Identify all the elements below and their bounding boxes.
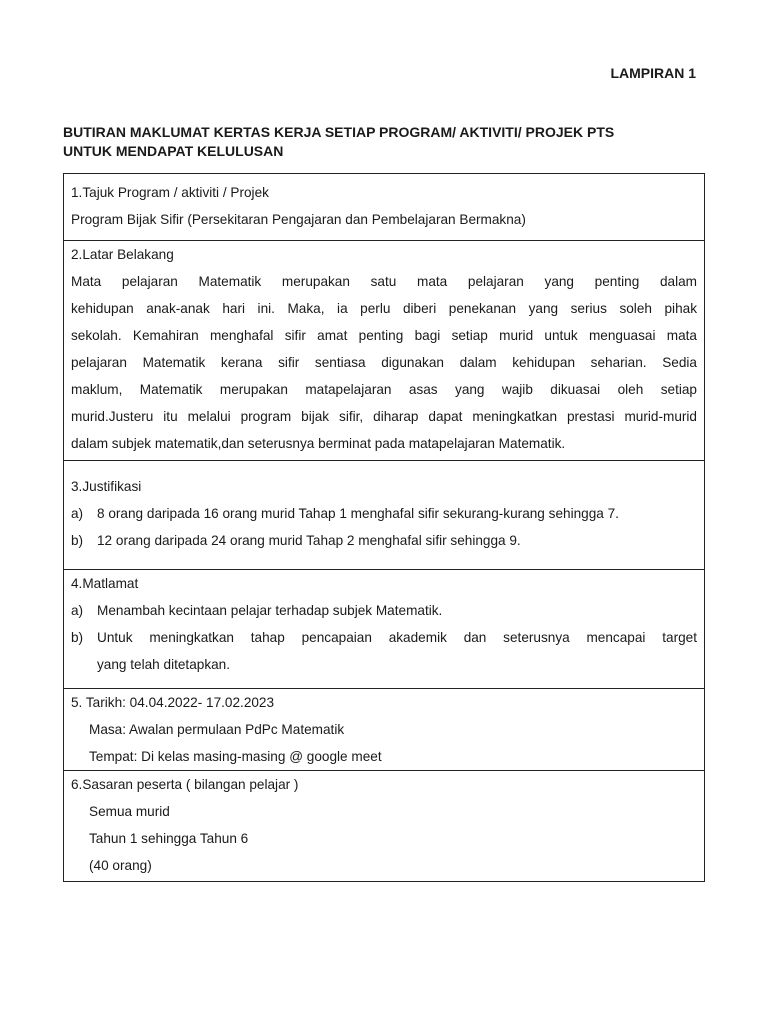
section-latar-row [64, 241, 705, 461]
section-tajuk-content: Program Bijak Sifir (Persekitaran Pengajaran dan Pembelajaran Bermakna) [71, 212, 526, 227]
section-matlamat-row [64, 570, 705, 689]
latar-line-6: murid.Justeru itu melalui program bijak sifir, diharap dapat meningkatkan prestasi murid-murid [71, 409, 697, 424]
matlamat-b-line-2: yang telah ditetapkan. [97, 657, 231, 672]
latar-line-1: Mata pelajaran Matematik merupakan satu mata pelajaran yang penting dalam [71, 274, 697, 289]
section-matlamat-title: 4.Matlamat [71, 576, 139, 591]
latar-line-5: maklum, Matematik merupakan matapelajaran asas yang wajib dikuasai oleh setiap [71, 382, 697, 397]
heading-line-2: UNTUK MENDAPAT KELULUSAN [63, 143, 284, 159]
section-justifikasi-title: 3.Justifikasi [71, 479, 142, 494]
lampiran-label: LAMPIRAN 1 [610, 65, 696, 81]
section-tajuk-row [64, 174, 705, 241]
list-text [97, 624, 697, 678]
justifikasi-item-b [71, 527, 697, 554]
list-marker: b) [71, 533, 84, 548]
sasaran-line-1: Semua murid [89, 804, 170, 819]
section-tarikh-title: 5. Tarikh: 04.04.2022- 17.02.2023 [71, 695, 275, 710]
tarikh-masa: Masa: Awalan permulaan PdPc Matematik [89, 722, 345, 737]
list-marker: b) [71, 630, 84, 645]
justifikasi-item-a [71, 500, 697, 527]
section-matlamat-cell [64, 570, 705, 689]
section-tajuk-cell [64, 174, 705, 241]
matlamat-item-b [71, 624, 697, 678]
section-justifikasi-row [64, 461, 705, 570]
list-marker: a) [71, 506, 84, 521]
sasaran-line-2: Tahun 1 sehingga Tahun 6 [89, 831, 249, 846]
list-text: 12 orang daripada 24 orang murid Tahap 2 menghafal sifir sehingga 9. [97, 533, 521, 548]
latar-line-3: sekolah. Kemahiran menghafal sifir amat penting bagi setiap murid untuk menguasai mata [71, 328, 697, 343]
latar-line-4: pelajaran Matematik kerana sifir sentiasa digunakan dalam kehidupan seharian. Sedia [71, 355, 697, 370]
form-table [63, 173, 705, 882]
section-latar-title: 2.Latar Belakang [71, 247, 174, 262]
section-sasaran-cell [64, 771, 705, 882]
list-marker: a) [71, 603, 84, 618]
section-justifikasi-cell [64, 461, 705, 570]
section-tarikh-row [64, 689, 705, 771]
section-tarikh-cell [64, 689, 705, 771]
heading-line-1: BUTIRAN MAKLUMAT KERTAS KERJA SETIAP PROGRAM/ AKTIVITI/ PROJEK PTS [63, 124, 615, 140]
section-sasaran-title: 6.Sasaran peserta ( bilangan pelajar ) [71, 777, 299, 792]
section-latar-cell [64, 241, 705, 461]
section-sasaran-row [64, 771, 705, 882]
list-text: Menambah kecintaan pelajar terhadap subjek Matematik. [97, 603, 443, 618]
matlamat-b-line-1: Untuk meningkatkan tahap pencapaian akademik dan seterusnya mencapai target [97, 630, 697, 645]
section-tajuk-title: 1.Tajuk Program / aktiviti / Projek [71, 185, 269, 200]
matlamat-item-a [71, 597, 697, 624]
sasaran-line-3: (40 orang) [89, 858, 152, 873]
document-heading [63, 123, 703, 161]
tarikh-tempat: Tempat: Di kelas masing-masing @ google meet [89, 749, 382, 764]
latar-line-2: kehidupan anak-anak hari ini. Maka, ia perlu diberi penekanan yang serius soleh pihak [71, 301, 697, 316]
list-text: 8 orang daripada 16 orang murid Tahap 1 menghafal sifir sekurang-kurang sehingga 7. [97, 506, 619, 521]
latar-line-7: dalam subjek matematik,dan seterusnya berminat pada matapelajaran Matematik. [71, 436, 566, 451]
